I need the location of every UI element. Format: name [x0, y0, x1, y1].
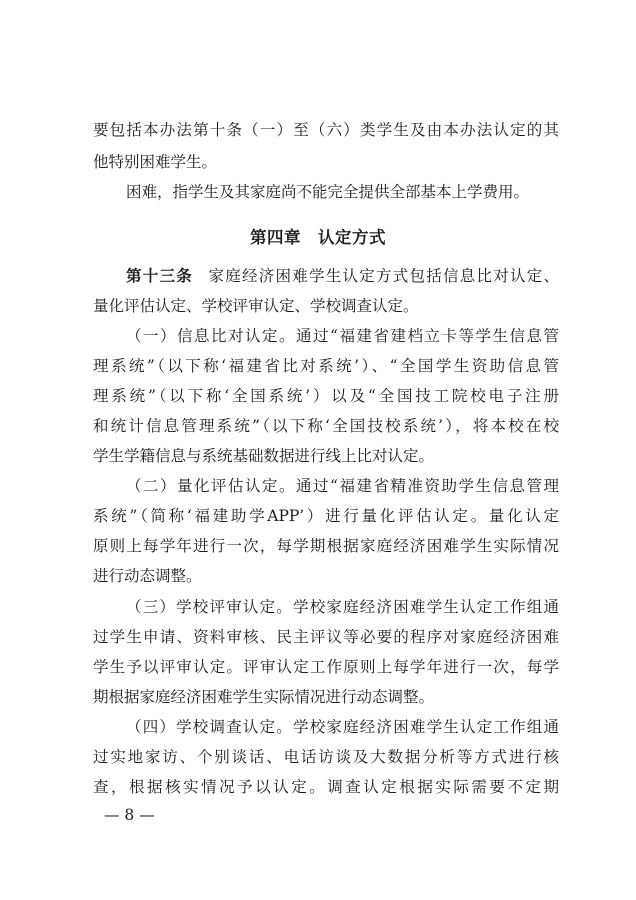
- text-line: 要包括本办法第十条（一）至（六）类学生及由本办法认定的其: [93, 121, 559, 139]
- text-line: 他特别困难学生。: [93, 153, 218, 171]
- article-13-first-line: [126, 266, 559, 286]
- text-line: 进行动态调整。: [93, 567, 202, 585]
- text-line: 期根据家庭经济困难学生实际情况进行动态调整。: [93, 688, 435, 706]
- page-number: — 8 —: [104, 806, 155, 824]
- text-line: 理系统”（以下称‘全国系统’）以及“全国技工院校电子注册: [93, 387, 559, 405]
- article-label: 第十三条: [126, 266, 193, 285]
- text-line: 学生学籍信息与系统基础数据进行线上比对认定。: [93, 447, 435, 465]
- text-line: （四）学校调查认定。学校家庭经济困难学生认定工作组通: [126, 718, 559, 736]
- text-line: 困难，指学生及其家庭尚不能完全提供全部基本上学费用。: [126, 183, 530, 201]
- text-line: 量化评估认定、学校评审认定、学校调查认定。: [93, 297, 419, 315]
- text-line: 学生予以评审认定。评审认定工作原则上每学年进行一次，每学: [93, 658, 559, 676]
- text-line: 和统计信息管理系统”（以下称‘全国技校系统’），将本校在校: [93, 417, 559, 435]
- text-line: 过实地家访、个别谈话、电话访谈及大数据分析等方式进行核: [93, 748, 559, 766]
- text-line: （二）量化评估认定。通过“福建省精准资助学生信息管理: [126, 477, 559, 495]
- article-text: 家庭经济困难学生认定方式包括信息比对认定、: [208, 267, 559, 285]
- text-line: 原则上每学年进行一次，每学期根据家庭经济困难学生实际情况: [93, 537, 559, 555]
- chapter-heading: 第四章 认定方式: [250, 228, 386, 247]
- text-line: 查，根据核实情况予以认定。调查认定根据实际需要不定期: [93, 778, 559, 796]
- text-line: 过学生申请、资料审核、民主评议等必要的程序对家庭经济困难: [93, 628, 559, 646]
- text-line: （三）学校评审认定。学校家庭经济困难学生认定工作组通: [126, 598, 559, 616]
- text-line: 系统”（简称‘福建助学APP’）进行量化评估认定。量化认定: [93, 507, 559, 525]
- text-line: （一）信息比对认定。通过“福建省建档立卡等学生信息管: [126, 327, 559, 345]
- text-line: 理系统”（以下称‘福建省比对系统’）、“全国学生资助信息管: [93, 357, 559, 375]
